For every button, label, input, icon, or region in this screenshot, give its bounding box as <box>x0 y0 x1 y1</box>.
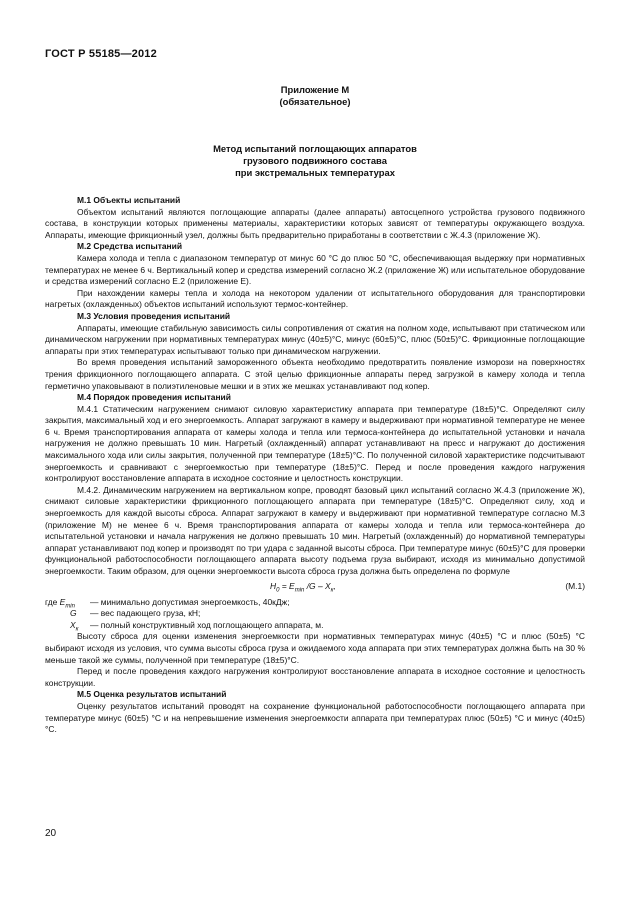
section-heading: М.2 Средства испытаний <box>77 241 183 252</box>
method-title-line-1: Метод испытаний поглощающих аппаратов <box>213 143 417 154</box>
document-header: ГОСТ Р 55185—2012 <box>45 48 157 60</box>
legend-row: $X_к$ — полный конструктивный ход поглощающего аппарата, м. <box>70 619 324 633</box>
paragraph: Перед и после проведения каждого нагружения контролируют восстановление аппарата в исходное состояние и целостность конструкции. <box>45 666 585 688</box>
section-heading: М.5 Оценка результатов испытаний <box>77 689 227 700</box>
paragraph: М.4.2. Динамическим нагружением на вертикальном копре, проводят базовый цикл испытаний согласно Ж.4.3 (приложение Ж), снимают силовые характеристики фрикционного поглощающего аппарата при температуре (18±5)°С. Определяют силу, ход и энергоемкость для каждой высоты сброса. Аппарат загружают в камеру и выдерживают при нормативной температуре согласно М.3 (приложение М) не менее 6 ч. Время транспортирования аппарата от камеры холода и тепла или термоса-контейнера до испытательной установки и начала нагружения не должно превышать 10 мин. Нагретый (охлажденный) до нормативной температуры аппарат устанавливают под копер и производят по три удара с заданной высоты сброса. При температуре минус (60±5)°С для проверки функциональной работоспособности поглощающего аппарата высоту подъема груза выбирают, исходя из минимально допустимой энергоемкости. Таким образом, для оценки энергоемкости высота сброса груза должна быть определена по формуле <box>45 484 585 576</box>
legend-row: где $E_{min}$ — минимально допустимая энергоемкость, 40кДж; <box>45 596 290 610</box>
formula-expression: $H_0 = E_{min}$ $/G - X_к$, <box>270 580 336 594</box>
formula-legend <box>45 597 585 632</box>
formula-number: (М.1) <box>565 580 585 591</box>
document-body <box>45 195 585 736</box>
page-number: 20 <box>45 828 57 839</box>
paragraph: Объектом испытаний являются поглощающие аппараты (далее аппараты) автосцепного устройства грузового подвижного состава, в конструкции которых применены материалы, характеристики которых зависят от температуры окружающего воздуха. Аппараты, имеющие фрикционный узел, должны быть предварительно приработаны в соответствии с Ж.4.3 (приложение Ж). <box>45 206 585 240</box>
paragraph: Высоту сброса для оценки изменения энергоемкости при нормативных температурах минус (40±5) °С и плюс (50±5) °С выбирают исходя из условия, что сумма высоты сброса груза и ожидаемого хода аппарата при этих температурах должна быть на 30 % меньше такой же суммы, полученной при температуре (18±5)°С. <box>45 631 585 665</box>
appendix-title: Приложение М <box>280 84 350 95</box>
section-heading: М.3 Условия проведения испытаний <box>77 310 231 321</box>
paragraph: Аппараты, имеющие стабильную зависимость силы сопротивления от сжатия на полном ходе, испытывают при статическом или динамическом нагружении при нормативных температурах минус (40±5)°С, минус (60±5)°С, плюс (50±5)°С. Фрикционные поглощающие аппараты при этих температурах испытывают только при динамическом нагружении. <box>45 322 585 356</box>
paragraph: При нахождении камеры тепла и холода на некотором удалении от испытательного оборудования для транспортировки нагретых (охлажденных) объектов испытаний используют термос-контейнер. <box>45 287 585 310</box>
section-heading: М.1 Объекты испытаний <box>77 195 181 205</box>
section-heading: М.4 Порядок проведения испытаний <box>77 392 231 403</box>
paragraph: Камера холода и тепла с диапазоном температур от минус 60 °С до плюс 50 °С, обеспечивающая выдержку при нормативных температурах не менее 6 ч. Вертикальный копер и средства измерений согласно Ж.2 (приложение Ж) или испытательное оборудование и средства измерений согласно Е.2 (приложение Е). <box>45 252 585 287</box>
paragraph: Оценку результатов испытаний проводят на сохранение функциональной работоспособности поглощающего аппарата при температуре минус (60±5) °С и на непревышение изменения энергоемкости аппарата при температурах плюс (50±5) °С и минус (40±5) °С. <box>45 700 585 735</box>
paragraph: М.4.1 Статическим нагружением снимают силовую характеристику аппарата при температуре (18±5)°С. Определяют силу закрытия, максимальный ход и его энергоемкость. Аппарат загружают в камеру и выдерживают при нормативной температуре не менее 6 ч. Время транспортирования аппарата от камеры холода и тепла или термоса-контейнера до испытательной установки и начала нагружения не должно превышать 10 мин. Нагретый (охлажденный) аппарат устанавливают на пресс и нагружают до достижения максимального хода или силы закрытия, полученной при температуре (18±5)°С. По полученной силовой характеристике подсчитывают энергоемкость и сравнивают с энергоемкостью при температуре (18±5)°С. Перед и после проведения каждого нагружения контролируют восстановление аппарата в исходное состояние и целостность конструкции. <box>45 403 585 484</box>
legend-row: G — вес падающего груза, кН; <box>70 608 201 619</box>
paragraph: Во время проведения испытаний замороженного объекта необходимо предотвратить появление изморози на поверхностях трения фрикционного поглощающего аппарата. С этой целью фрикционные аппараты перед загрузкой в камеру холода и тепла герметично упаковывают в полиэтиленовые мешки и в этих же мешках устанавливают под копер. <box>45 357 585 391</box>
method-title-line-3: при экстремальных температурах <box>235 167 395 178</box>
appendix-status: (обязательное) <box>279 96 351 107</box>
method-title-line-2: грузового подвижного состава <box>243 155 387 166</box>
formula-m1 <box>45 581 585 594</box>
